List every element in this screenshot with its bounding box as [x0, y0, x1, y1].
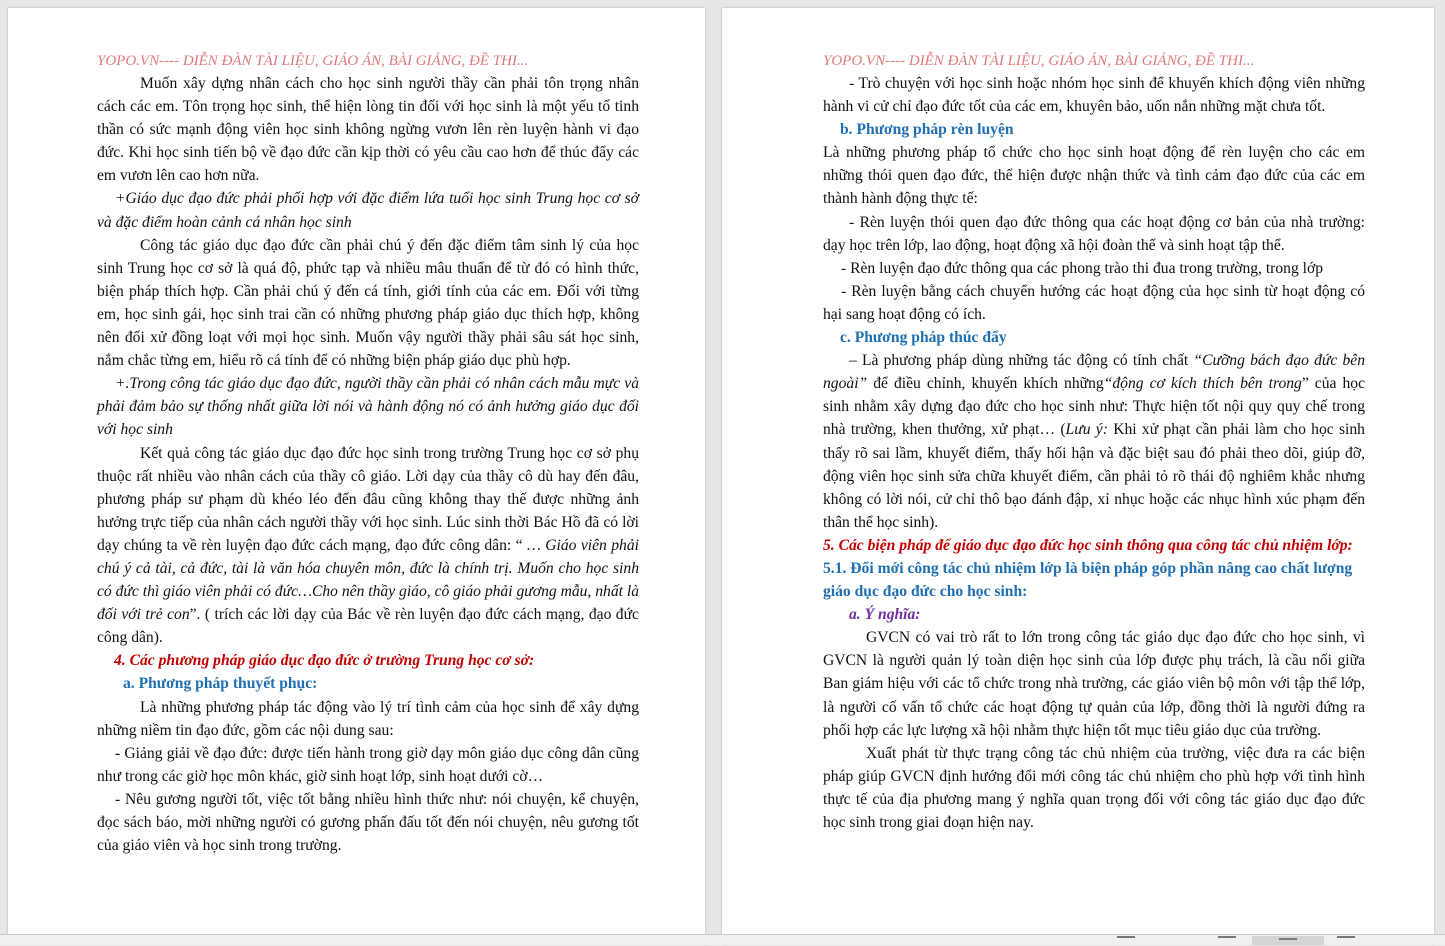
bullet-item: - Rèn luyện bằng cách chuyển hướng các hoạt động của học sinh từ hoạt động có hại sang hoạt động có ích.: [823, 282, 1365, 323]
note-label: Lưu ý:: [1065, 421, 1108, 439]
body-paragraph: GVCN có vai trò rất to lớn trong công tác giáo dục đạo đức cho học sinh, vì GVCN là người quản lý toàn diện học sinh của lớp được phụ trách, là cầu nối giữa Ban giám hiệu với các tổ chức trong nhà trường, các giáo viên bộ môn với tập thể lớp, là người cố vấn tổ chức các hoạt động tự quản của lớp, đồng thời là người đứng ra phối hợp các lực lượng xã hội nhằm thực hiện tốt mục tiêu giáo dục của trường.: [823, 629, 1365, 739]
italic-principle: +Giáo dục đạo đức phải phối hợp với đặc điểm lứa tuổi học sinh Trung học cơ sở và đặc điểm hoàn cảnh cá nhân học sinh: [97, 190, 639, 231]
text-run: Khi xử phạt cần phải làm cho học sinh thấy rõ sai lầm, khuyết điểm, thấy hối hận và đặc biệt sau đó phải theo dõi, giúp đỡ, động viên học sinh sửa chữa khuyết điểm, cần phải tỏ rõ thái độ nghiêm khắc nhưng không có lời nói, cử chỉ thô bạo đánh đập, xỉ nhục hoặc các nhục hình xúc phạm đến thân thể học sinh).: [823, 421, 1365, 531]
body-paragraph-mixed: [823, 349, 1365, 534]
body-paragraph: Công tác giáo dục đạo đức cần phải chú ý đến đặc điểm tâm sinh lý của học sinh Trung học cơ sở là quá độ, phức tạp và nhiều mâu thuẩn để từ đó có hình thức, biện pháp thích hợp. Cần phải chú ý đến cá tính, giới tính của các em. Đối với từng em, học sinh gái, học sinh trai cần có những phương pháp giáo dục thích hợp, không nên đối xử đồng loạt với mọi học sinh. Muốn vậy người thầy phải sâu sát học sinh, nắm chắc từng em, hiểu rõ cá tính để có những biện pháp giáo dục phù hợp.: [97, 236, 639, 370]
bullet-item: - Trò chuyện với học sinh hoặc nhóm học sinh để khuyến khích động viên những hành vi cử chỉ đạo đức tốt của các em, khuyên bảo, uốn nắn những mặt chưa tốt.: [823, 75, 1365, 116]
bullet-item: - Rèn luyện đạo đức thông qua các phong trào thi đua trong trường, trong lớp: [841, 259, 1324, 277]
section-heading-5: 5. Các biện pháp để giáo dục đạo đức học sinh thông qua công tác chủ nhiệm lớp:: [823, 536, 1353, 554]
bullet-item: - Rèn luyện thói quen đạo đức thông qua các hoạt động cơ bản của nhà trường: dạy học trên lớp, lao động, hoạt động xã hội đoàn thể và sinh hoạt tập thể.: [823, 213, 1365, 254]
web-layout-icon[interactable]: [1337, 936, 1355, 946]
subheading-a: a. Phương pháp thuyết phục:: [123, 675, 318, 693]
quote-source: ”. ( trích các lời dạy của Bác về rèn luyện đạo đức cách mạng, đạo đức công dân).: [97, 606, 639, 647]
section-heading-4: 4. Các phương pháp giáo dục đạo đức ở trường Trung học cơ sở:: [114, 652, 535, 670]
bullet-item: - Giảng giải về đạo đức: được tiến hành trong giờ dạy môn giáo dục công dân cũng như trong các giờ học môn khác, giờ sinh hoạt lớp, sinh hoạt dưới cờ…: [97, 744, 639, 785]
body-paragraph: Muốn xây dựng nhân cách cho học sinh người thầy cần phải tôn trọng nhân cách các em. Tôn trọng học sinh, thể hiện lòng tin đối với học sinh là một yếu tố tinh thần có sức mạnh động viên học sinh không ngừng vươn lên rèn luyện hành vi đạo đức. Khi học sinh tiến bộ về đạo đức cần kịp thời có yêu cầu cao hơn để thúc đẩy các em vươn lên cao hơn nữa.: [97, 75, 639, 185]
text-run: để điều chỉnh, khuyến khích những: [867, 375, 1104, 393]
section-heading-5-1: 5.1. Đổi mới công tác chủ nhiệm lớp là biện pháp góp phần nâng cao chất lượng giáo dục đạo đức cho học sinh:: [823, 559, 1353, 601]
subheading-meaning: a. Ý nghĩa:: [849, 606, 921, 624]
italic-run: “động cơ kích thích bên trong: [1103, 375, 1302, 393]
focus-mode-icon[interactable]: [1218, 936, 1236, 946]
subheading-c: c. Phương pháp thúc đẩy: [840, 329, 1007, 347]
body-paragraph: Xuất phát từ thực trạng công tác chủ nhiệm của trường, việc đưa ra các biện pháp giúp GVCN định hướng đổi mới công tác chủ nhiệm cho phù hợp với tình hình thực tế của địa phương mang ý nghĩa quan trọng đối với công tác giáo dục đạo đức học sinh trong giai đoạn hiện nay.: [823, 744, 1365, 831]
bullet-item: - Nêu gương người tốt, việc tốt bằng nhiều hình thức như: nói chuyện, kể chuyện, đọc sách báo, mời những người có gương phấn đấu tốt đến nói chuyện, nêu gương tốt của giáo viên và học sinh trong trường.: [97, 790, 639, 855]
page-header: YOPO.VN---- DIỄN ĐÀN TÀI LIỆU, GIÁO ÁN, BÀI GIẢNG, ĐỀ THI...: [823, 53, 1255, 69]
document-page-right[interactable]: [722, 8, 1434, 944]
italic-run: “Cưỡng bách đạo đức bên ngoài”: [823, 352, 1366, 393]
page-content: [97, 50, 639, 857]
page-content: [823, 50, 1365, 834]
italic-principle: +.Trong công tác giáo dục đạo đức, người thầy cần phải có nhân cách mẫu mực và phải đảm bảo sự thống nhất giữa lời nói và hành động nó có ảnh hưởng giáo dục đối với học sinh: [97, 375, 639, 439]
document-page-left[interactable]: [8, 8, 705, 944]
status-bar: [0, 934, 1445, 945]
quote-intro: Kết quả công tác giáo dục đạo đức học sinh trong trường Trung học cơ sở phụ thuộc rất nhiều vào nhân cách của thầy cô giáo. Lời dạy của thầy cô dù hay đến đâu, phương pháp sư phạm dù khéo léo đến đâu cũng không thay thế được những ảnh hưởng trực tiếp của nhân cách người thầy với học sinh. Lúc sinh thời Bác Hồ đã có lời dạy chúng ta về rèn luyện đạo đức cách mạng, đạo đức công dân: “: [97, 444, 639, 554]
read-mode-icon[interactable]: [1117, 936, 1135, 946]
page-header: YOPO.VN---- DIỄN ĐÀN TÀI LIỆU, GIÁO ÁN, BÀI GIẢNG, ĐỀ THI...: [97, 53, 529, 69]
body-paragraph-quote: [97, 442, 639, 650]
body-paragraph: Là những phương pháp tổ chức cho học sinh hoạt động để rèn luyện cho các em những thói quen đạo đức, thể hiện được nhận thức và tình cảm đạo đức của các em thành hành động thực tế:: [823, 144, 1365, 208]
body-paragraph: Là những phương pháp tác động vào lý trí tình cảm của học sinh để xây dựng những niềm tin đạo đức, gồm các nội dung sau:: [97, 698, 639, 739]
subheading-b: b. Phương pháp rèn luyện: [840, 121, 1014, 139]
text-run: ” của học sinh nhằm xây dựng đạo đức cho học sinh như: Thực hiện tốt nội quy quy chế trong nhà trường, khen thưởng, xử phạt… (: [823, 375, 1365, 439]
text-run: – Là phương pháp dùng những tác động có tính chất: [849, 352, 1194, 370]
quote-text: … Giáo viên phải chú ý cả tài, cả đức, tài là văn hóa chuyên môn, đức là chính trị. Muốn cho học sinh có đức thì giáo viên phải có đức…Cho nên thầy giáo, cô giáo phải gương mẫu, nhất là đối với trẻ con: [97, 536, 639, 624]
